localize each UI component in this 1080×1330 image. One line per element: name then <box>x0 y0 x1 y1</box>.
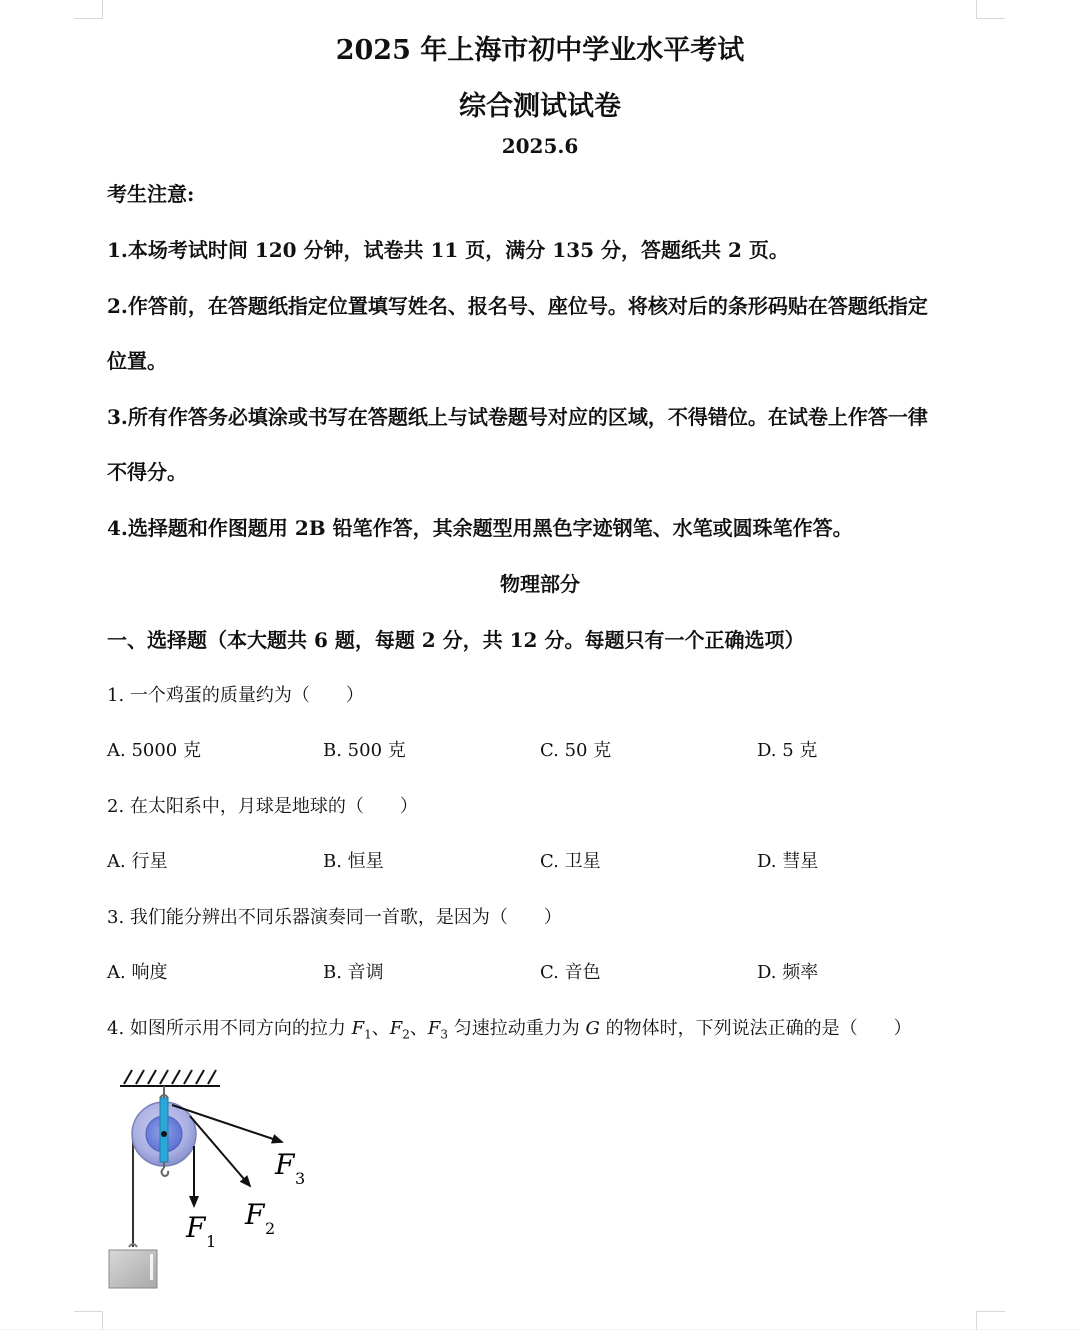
question-3-stem: 3. 我们能分辨出不同乐器演奏同一首歌，是因为（ ） <box>107 907 562 928</box>
question-3-option-d: D. 频率 <box>757 962 819 983</box>
top-hook <box>160 1086 168 1098</box>
crop-mark-top-left <box>74 0 103 19</box>
q4-mid: 匀速拉动重力为 <box>448 1018 586 1039</box>
question-2-option-c: C. 卫星 <box>540 851 601 872</box>
question-2-stem: 2. 在太阳系中，月球是地球的（ ） <box>107 796 418 817</box>
exam-date: 2025.6 <box>501 134 579 158</box>
question-2-option-d: D. 彗星 <box>757 851 819 872</box>
q4-f3-sub: 3 <box>440 1027 449 1042</box>
notice-item-3-line-2: 不得分。 <box>107 460 187 484</box>
f3-subscript: 3 <box>295 1169 306 1188</box>
weight-highlight <box>150 1254 153 1280</box>
q4-suffix: 的物体时，下列说法正确的是（ ） <box>599 1018 912 1039</box>
f2-subscript: 2 <box>265 1219 276 1238</box>
question-3-option-c: C. 音色 <box>540 962 601 983</box>
f3-label: F <box>275 1148 295 1181</box>
f1-subscript: 1 <box>206 1232 217 1251</box>
q4-f3: F <box>427 1018 441 1039</box>
q4-f2: F <box>389 1018 403 1039</box>
f2-label: F <box>245 1198 265 1231</box>
q4-f2-sub: 2 <box>402 1027 410 1042</box>
crop-mark-top-right <box>976 0 1005 19</box>
question-1-option-d: D. 5 克 <box>757 740 818 761</box>
ceiling-hatch <box>120 1070 220 1086</box>
q4-sep1: 、 <box>371 1018 390 1039</box>
question-2-option-a: A. 行星 <box>107 851 168 872</box>
question-1-option-c: C. 50 克 <box>540 740 612 761</box>
q4-f1-sub: 1 <box>364 1027 372 1042</box>
q4-g: G <box>585 1018 600 1039</box>
q4-f1: F <box>351 1018 365 1039</box>
section-title: 物理部分 <box>500 572 580 596</box>
question-1-option-a: A. 5000 克 <box>107 740 201 761</box>
notice-item-2-line-1: 2.作答前，在答题纸指定位置填写姓名、报名号、座位号。将核对后的条形码贴在答题纸指定 <box>107 294 928 318</box>
pulley-frame <box>160 1098 168 1162</box>
question-3-option-a: A. 响度 <box>107 962 168 983</box>
f1-label: F <box>186 1211 206 1244</box>
notice-item-1: 1.本场考试时间 120 分钟，试卷共 11 页，满分 135 分，答题纸共 2 页。 <box>107 238 789 262</box>
question-1-stem: 1. 一个鸡蛋的质量约为（ ） <box>107 685 364 706</box>
notice-item-2-line-2: 位置。 <box>107 349 167 373</box>
q4-prefix: 4. 如图所示用不同方向的拉力 <box>107 1018 352 1039</box>
force-f2-arrow <box>190 1116 250 1186</box>
pulley-axle <box>161 1131 167 1137</box>
notice-heading: 考生注意: <box>107 182 195 206</box>
exam-subtitle: 综合测试试卷 <box>459 91 621 122</box>
notice-item-4: 4.选择题和作图题用 2B 铅笔作答，其余题型用黑色字迹钢笔、水笔或圆珠笔作答。 <box>107 516 853 540</box>
question-2-option-b: B. 恒星 <box>323 851 384 872</box>
q4-sep2: 、 <box>409 1018 428 1039</box>
question-4-stem <box>107 1014 912 1042</box>
part-1-heading: 一、选择题（本大题共 6 题，每题 2 分，共 12 分。每题只有一个正确选项） <box>107 628 805 652</box>
pulley-figure <box>100 1062 320 1302</box>
notice-item-3-line-1: 3.所有作答务必填涂或书写在答题纸上与试卷题号对应的区域，不得错位。在试卷上作答一律 <box>107 405 928 429</box>
question-3-option-b: B. 音调 <box>323 962 384 983</box>
exam-title: 2025 年上海市初中学业水平考试 <box>335 35 745 66</box>
crop-mark-bottom-right <box>976 1311 1005 1330</box>
question-1-option-b: B. 500 克 <box>323 740 406 761</box>
crop-mark-bottom-left <box>74 1311 103 1330</box>
weight-block <box>109 1250 157 1288</box>
